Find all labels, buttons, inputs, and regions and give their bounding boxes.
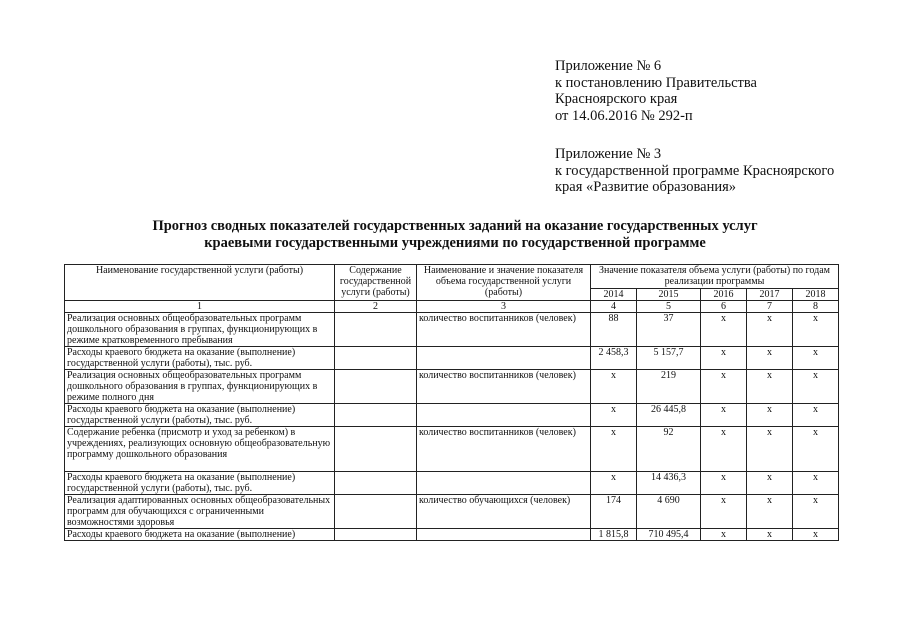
cell-value-2015: 37 xyxy=(637,313,701,347)
cell-content xyxy=(335,404,417,427)
header-indicator: Наименование и значение показателя объема государственной услуги (работы) xyxy=(417,265,591,301)
cell-value-2016: х xyxy=(701,427,747,472)
appendix-3-block xyxy=(555,146,834,196)
cell-value-2015: 710 495,4 xyxy=(637,529,701,541)
cell-value-2016: х xyxy=(701,472,747,495)
cell-value-2014: х xyxy=(591,472,637,495)
column-number: 4 xyxy=(591,301,637,313)
header-values-by-year: Значение показателя объема услуги (работы) по годам реализации программы xyxy=(591,265,839,289)
appendix-3-line: к государственной программе Красноярского xyxy=(555,162,835,179)
appendix-3-line: края «Развитие образования» xyxy=(555,179,737,195)
column-number: 8 xyxy=(793,301,839,313)
cell-content xyxy=(335,472,417,495)
column-number: 7 xyxy=(747,301,793,313)
cell-service-name: Реализация адаптированных основных общеобразовательных программ для обучающихся с ограниченными возможностями здоровья xyxy=(65,495,335,529)
cell-value-2017: х xyxy=(747,529,793,541)
cell-service-name: Расходы краевого бюджета на оказание (выполнение) государственной услуги (работы), тыс. руб. xyxy=(65,347,335,370)
appendix-6-block xyxy=(555,58,757,124)
cell-value-2018: х xyxy=(793,313,839,347)
header-year: 2014 xyxy=(591,289,637,301)
cell-value-2015: 26 445,8 xyxy=(637,404,701,427)
table-row xyxy=(65,529,839,541)
cell-value-2017: х xyxy=(747,313,793,347)
cell-value-2016: х xyxy=(701,495,747,529)
cell-value-2016: х xyxy=(701,370,747,404)
cell-value-2014: 1 815,8 xyxy=(591,529,637,541)
cell-value-2017: х xyxy=(747,427,793,472)
cell-value-2015: 14 436,3 xyxy=(637,472,701,495)
cell-indicator: количество воспитанников (человек) xyxy=(417,313,591,347)
cell-value-2015: 219 xyxy=(637,370,701,404)
header-year: 2018 xyxy=(793,289,839,301)
cell-value-2018: х xyxy=(793,427,839,472)
table-row xyxy=(65,472,839,495)
cell-content xyxy=(335,427,417,472)
cell-value-2014: х xyxy=(591,404,637,427)
header-year: 2016 xyxy=(701,289,747,301)
cell-value-2017: х xyxy=(747,472,793,495)
cell-value-2015: 4 690 xyxy=(637,495,701,529)
table-row xyxy=(65,313,839,347)
cell-service-name: Расходы краевого бюджета на оказание (выполнение) государственной услуги (работы), тыс. руб. xyxy=(65,472,335,495)
table-row xyxy=(65,347,839,370)
cell-value-2016: х xyxy=(701,529,747,541)
column-number: 5 xyxy=(637,301,701,313)
cell-value-2014: 2 458,3 xyxy=(591,347,637,370)
cell-indicator xyxy=(417,404,591,427)
indicators-table xyxy=(64,264,839,541)
cell-value-2018: х xyxy=(793,472,839,495)
cell-value-2014: х xyxy=(591,370,637,404)
cell-value-2017: х xyxy=(747,347,793,370)
cell-value-2017: х xyxy=(747,370,793,404)
cell-value-2017: х xyxy=(747,495,793,529)
cell-value-2018: х xyxy=(793,495,839,529)
title-line: Прогноз сводных показателей государственных заданий на оказание государственных услуг xyxy=(152,218,758,234)
cell-indicator: количество воспитанников (человек) xyxy=(417,427,591,472)
cell-content xyxy=(335,495,417,529)
cell-value-2014: 88 xyxy=(591,313,637,347)
appendix-6-line: к постановлению Правительства xyxy=(555,74,757,91)
cell-indicator xyxy=(417,347,591,370)
cell-content xyxy=(335,370,417,404)
cell-value-2016: х xyxy=(701,347,747,370)
cell-indicator xyxy=(417,529,591,541)
cell-value-2018: х xyxy=(793,529,839,541)
cell-indicator: количество обучающихся (человек) xyxy=(417,495,591,529)
title-line: краевыми государственными учреждениями по государственной программе xyxy=(204,235,706,251)
cell-value-2014: 174 xyxy=(591,495,637,529)
column-number: 2 xyxy=(335,301,417,313)
column-number: 3 xyxy=(417,301,591,313)
cell-service-name: Содержание ребенка (присмотр и уход за ребенком) в учреждениях, реализующих основную общеобразовательную программу дошкольного образования xyxy=(65,427,335,472)
cell-content xyxy=(335,529,417,541)
cell-value-2015: 5 157,7 xyxy=(637,347,701,370)
header-year: 2015 xyxy=(637,289,701,301)
table-row xyxy=(65,370,839,404)
cell-value-2017: х xyxy=(747,404,793,427)
column-number: 1 xyxy=(65,301,335,313)
table-row xyxy=(65,495,839,529)
cell-indicator: количество воспитанников (человек) xyxy=(417,370,591,404)
table-row xyxy=(65,404,839,427)
cell-indicator xyxy=(417,472,591,495)
cell-service-name: Реализация основных общеобразовательных программ дошкольного образования в группах, функционирующих в режиме кратковременного пребывания xyxy=(65,313,335,347)
cell-value-2016: х xyxy=(701,313,747,347)
cell-service-name: Расходы краевого бюджета на оказание (выполнение) xyxy=(65,529,335,541)
document-title xyxy=(60,218,850,252)
appendix-3-line: Приложение № 3 xyxy=(555,146,662,162)
cell-value-2014: х xyxy=(591,427,637,472)
cell-value-2018: х xyxy=(793,370,839,404)
cell-value-2015: 92 xyxy=(637,427,701,472)
header-service-name: Наименование государственной услуги (работы) xyxy=(65,265,335,301)
header-content: Содержание государственной услуги (работы) xyxy=(335,265,417,301)
appendix-6-line: Приложение № 6 xyxy=(555,58,662,74)
appendix-6-line: Красноярского края xyxy=(555,91,678,107)
cell-service-name: Расходы краевого бюджета на оказание (выполнение) государственной услуги (работы), тыс. руб. xyxy=(65,404,335,427)
header-year: 2017 xyxy=(747,289,793,301)
appendix-6-line: от 14.06.2016 № 292-п xyxy=(555,107,693,124)
column-number: 6 xyxy=(701,301,747,313)
cell-content xyxy=(335,313,417,347)
cell-value-2016: х xyxy=(701,404,747,427)
cell-value-2018: х xyxy=(793,404,839,427)
cell-service-name: Реализация основных общеобразовательных программ дошкольного образования в группах, функционирующих в режиме полного дня xyxy=(65,370,335,404)
cell-value-2018: х xyxy=(793,347,839,370)
cell-content xyxy=(335,347,417,370)
table-row xyxy=(65,427,839,472)
